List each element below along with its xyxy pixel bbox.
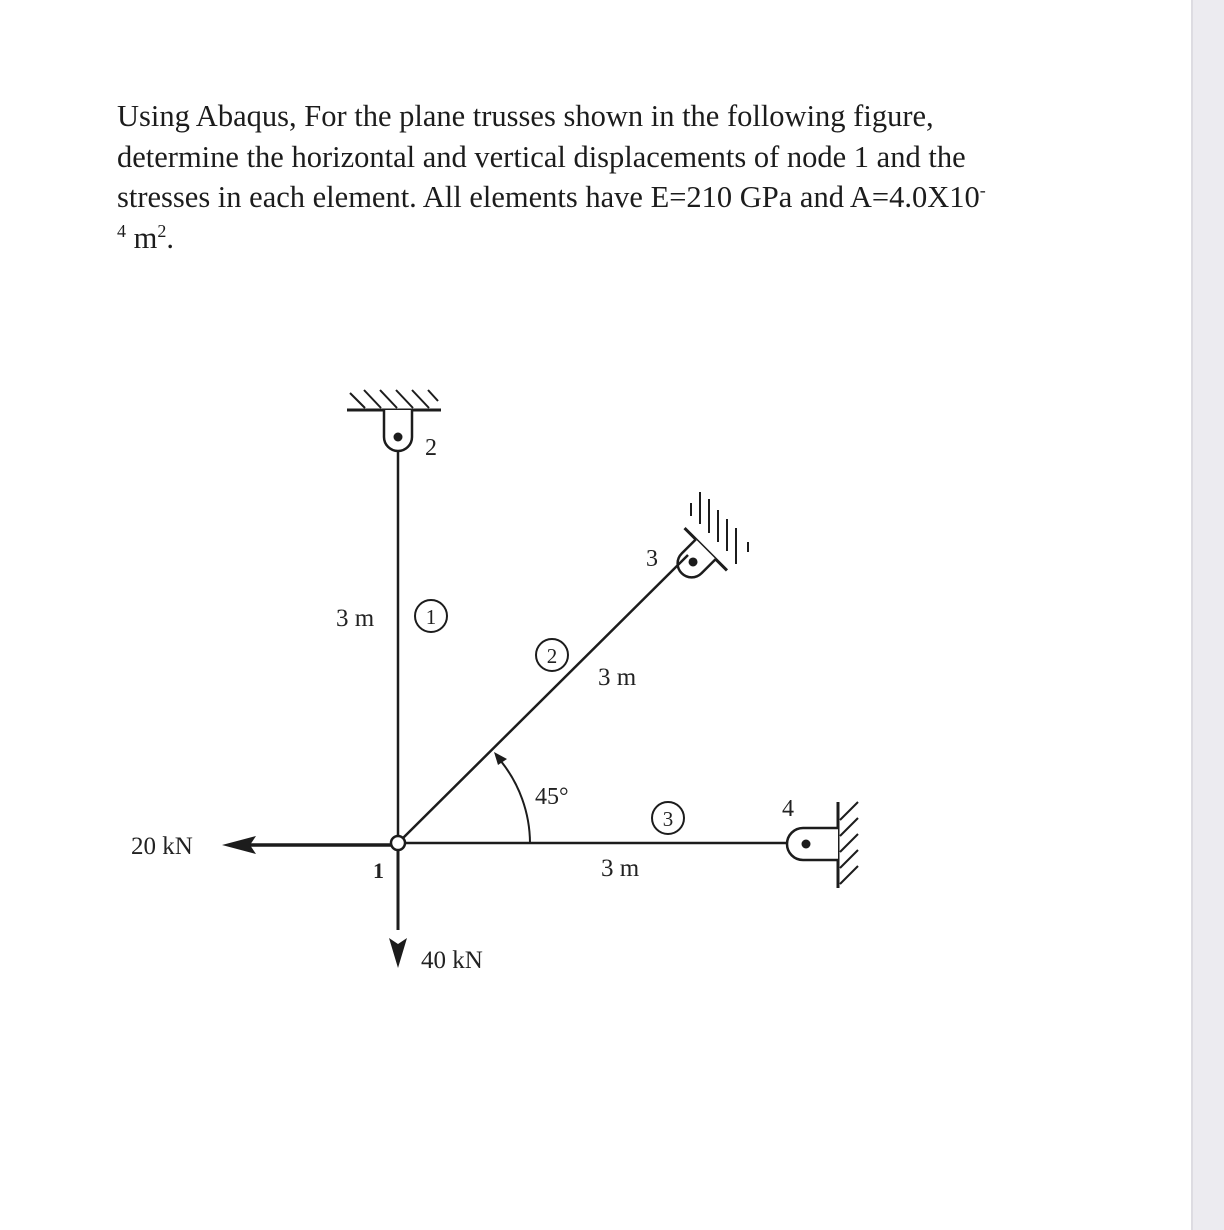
exponent-four: 4 bbox=[117, 220, 126, 241]
pin-support-node-4-icon bbox=[787, 802, 858, 888]
problem-line-3: stresses in each element. All elements have E=210 GPa and A=4.0X10 bbox=[117, 180, 980, 214]
svg-text:3: 3 bbox=[662, 807, 674, 831]
angle-arc bbox=[500, 760, 530, 843]
arrowhead-down-icon bbox=[389, 938, 407, 968]
problem-line-1: Using Abaqus, For the plane trusses shown in the following figure, bbox=[117, 99, 934, 133]
node-label-2: 2 bbox=[425, 435, 437, 461]
load-label-horizontal: 20 kN bbox=[131, 833, 193, 860]
angle-arrowhead-icon bbox=[494, 752, 507, 765]
element-2-length: 3 m bbox=[598, 664, 637, 691]
element-1-badge bbox=[415, 600, 447, 632]
element-1-length: 3 m bbox=[336, 605, 375, 632]
element-3-badge bbox=[652, 802, 684, 834]
exponent-two: 2 bbox=[157, 220, 167, 241]
svg-text:2: 2 bbox=[546, 644, 558, 668]
element-2-badge bbox=[536, 639, 568, 671]
node-label-3: 3 bbox=[646, 546, 658, 572]
element-3-length: 3 m bbox=[601, 855, 640, 882]
problem-unit: m bbox=[126, 220, 158, 255]
pin-support-node-3-icon bbox=[661, 492, 748, 594]
angle-label: 45° bbox=[535, 784, 569, 810]
node-label-1: 1 bbox=[373, 858, 384, 883]
load-label-vertical: 40 kN bbox=[421, 947, 483, 974]
problem-line-2: determine the horizontal and vertical displacements of node 1 and the bbox=[117, 139, 966, 174]
node-label-4: 4 bbox=[782, 796, 794, 822]
node-1-joint bbox=[391, 836, 405, 850]
exponent-minus: - bbox=[979, 179, 986, 200]
svg-text:1: 1 bbox=[425, 605, 437, 629]
problem-period: . bbox=[166, 220, 174, 255]
